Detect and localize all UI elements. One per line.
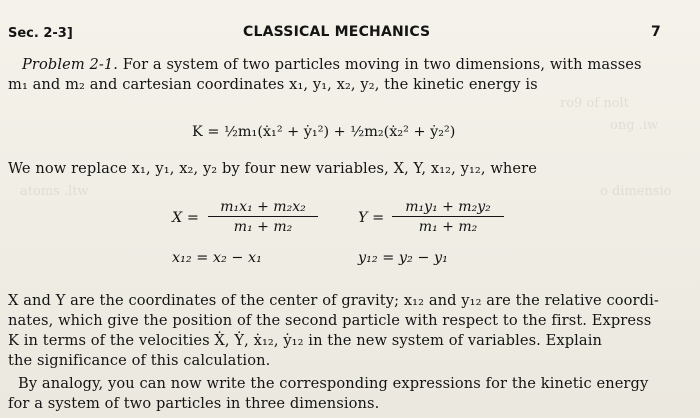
- section-label: Sec. 2-3]: [8, 26, 73, 41]
- x12-equation: x₁₂ = x₂ − x₁: [172, 250, 262, 266]
- kinetic-energy-equation: K = ½m₁(ẋ₁² + ẏ₁²) + ½m₂(ẋ₂² + ẏ₂²): [192, 124, 456, 140]
- paragraph-line2: nates, which give the position of the second particle with respect to the first. Express: [8, 312, 652, 329]
- X-numerator: m₁x₁ + m₂x₂: [220, 199, 306, 215]
- fraction-bar: [208, 216, 318, 217]
- paragraph-line4: the significance of this calculation.: [8, 352, 271, 369]
- bleed-through-text: ong .iw: [610, 118, 659, 133]
- bleed-through-text: o dimensio: [600, 184, 672, 199]
- paragraph-line3: K in terms of the velocities Ẋ, Ẏ, ẋ₁₂, ẏ₁₂ in the new system of variables. Explain: [8, 332, 603, 349]
- page-number: 7: [651, 24, 661, 40]
- problem-line1-text: For a system of two particles moving in two dimensions, with masses: [122, 56, 642, 73]
- bleed-through-text: ro9 of nolt: [560, 96, 629, 111]
- X-denominator: m₁ + m₂: [233, 219, 293, 236]
- Y-denominator: m₁ + m₂: [418, 219, 478, 236]
- bleed-through-text: atoms .ltw: [20, 184, 89, 199]
- analogy-line1: By analogy, you can now write the corresponding expressions for the kinetic energy: [18, 375, 649, 392]
- Y-lhs: Y =: [358, 210, 385, 226]
- X-fraction: [208, 199, 318, 235]
- Y-numerator: m₁y₁ + m₂y₂: [405, 199, 491, 215]
- problem-line2: m₁ and m₂ and cartesian coordinates x₁, y₁, x₂, y₂, the kinetic energy is: [8, 76, 538, 93]
- X-lhs: X =: [172, 210, 199, 226]
- paragraph-line1: X and Y are the coordinates of the center of gravity; x₁₂ and y₁₂ are the relative coordi-: [8, 292, 659, 309]
- running-title: CLASSICAL MECHANICS: [243, 24, 431, 40]
- y12-equation: y₁₂ = y₂ − y₁: [358, 250, 448, 266]
- problem-first-line: [22, 56, 642, 73]
- Y-fraction: [392, 199, 504, 235]
- replace-variables-line: We now replace x₁, y₁, x₂, y₂ by four new variables, X, Y, x₁₂, y₁₂, where: [8, 160, 537, 177]
- analogy-line2: for a system of two particles in three dimensions.: [8, 395, 380, 412]
- fraction-bar: [392, 216, 504, 217]
- problem-label: Problem 2-1.: [22, 56, 119, 73]
